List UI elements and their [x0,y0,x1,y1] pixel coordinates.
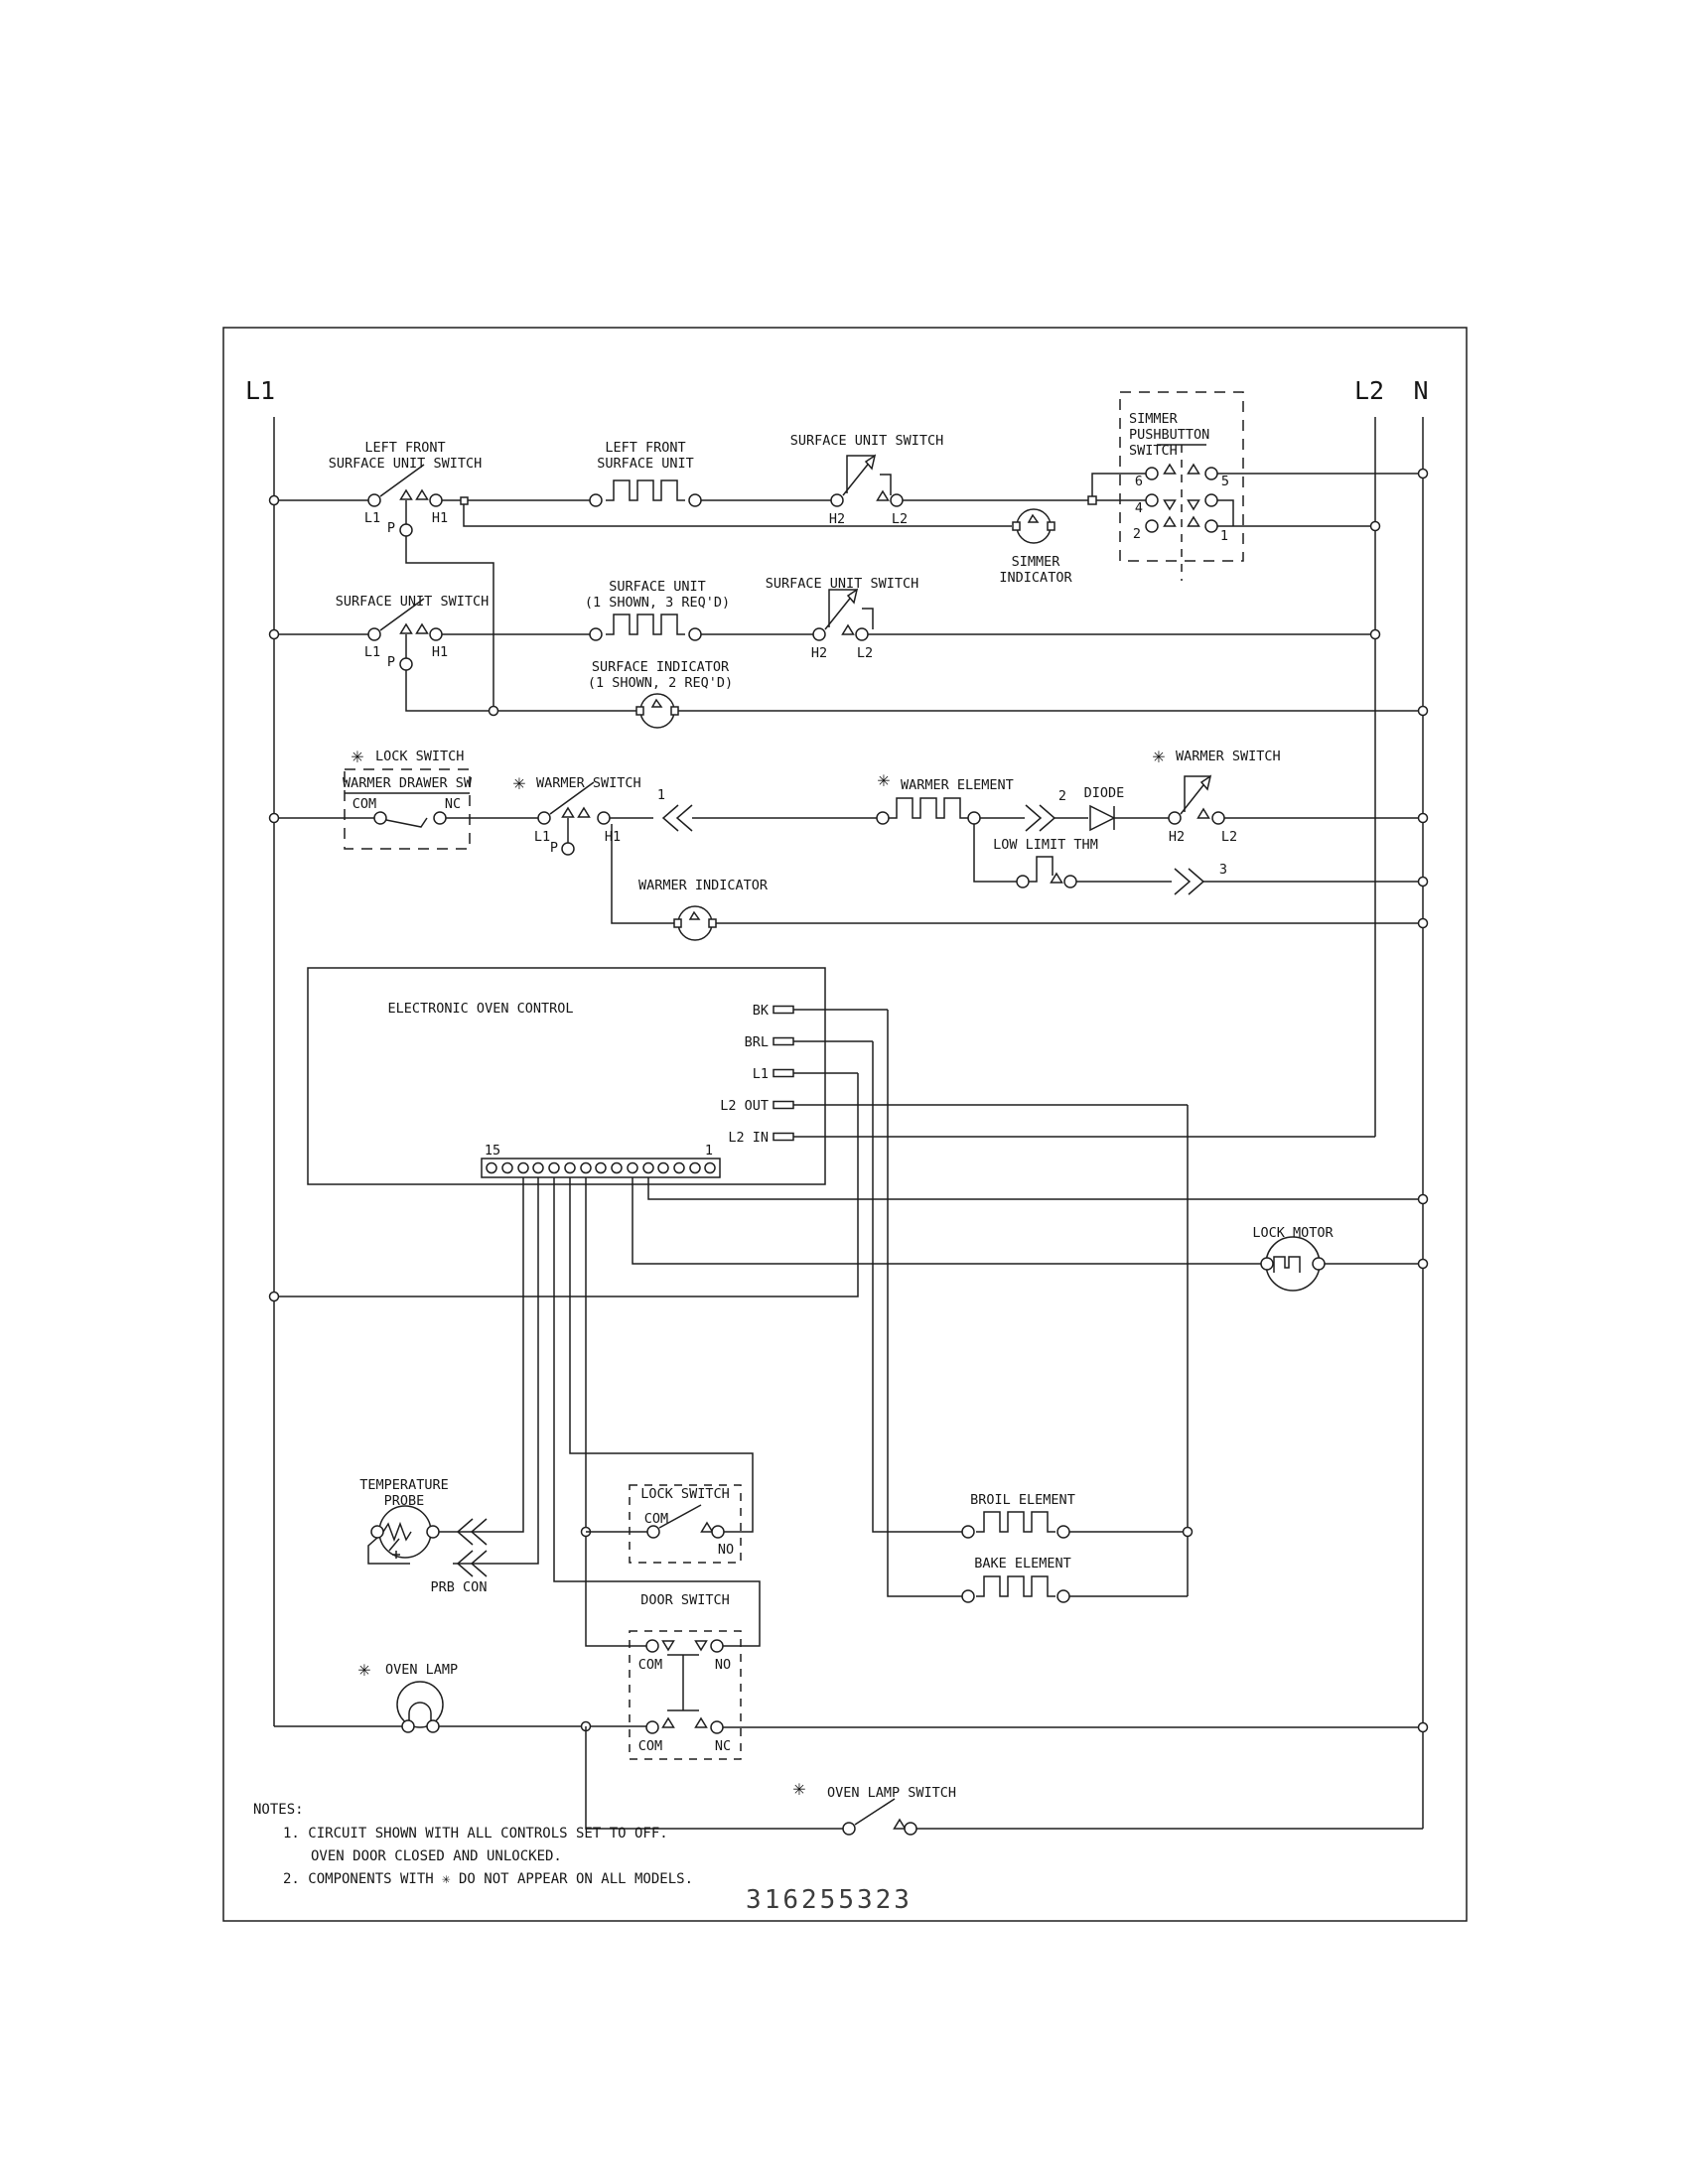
warmer-element-label: WARMER ELEMENT [901,777,1014,793]
warmer-drawer-sw-label: WARMER DRAWER SW [342,775,473,791]
simmer-indicator [999,509,1072,586]
pin-1-label: 1 [704,1143,714,1159]
pin-15-label: 15 [484,1143,501,1159]
row3-terminal-p: P [549,840,559,856]
warmer-switch-label: WARMER SWITCH [536,775,641,791]
door-switch [630,1592,741,1759]
row1-terminal-l2: L2 [891,511,909,527]
row3-terminal-nc: NC [444,796,462,812]
row1-switch-label-2: SURFACE UNIT SWITCH [328,456,483,472]
row3-terminal-l2: L2 [1220,829,1238,845]
temperature-probe-label-2: PROBE [383,1493,425,1509]
row2-switch-label: SURFACE UNIT SWITCH [335,594,490,610]
simmer-indicator-label-2: INDICATOR [999,570,1072,586]
eoc-title: ELECTRONIC OVEN CONTROL [387,1001,574,1017]
eoc-terminal-l2-in: L2 IN [728,1130,769,1146]
broil-bake-elements [962,1492,1193,1602]
notes-title: NOTES: [253,1802,304,1818]
temperature-probe-label-1: TEMPERATURE [359,1477,449,1493]
connector-2-label: 2 [1057,788,1067,804]
row2-terminal-h2: H2 [810,645,828,661]
simmer-contact-6: 6 [1134,474,1144,489]
eoc-terminal-l2-out: L2 OUT [720,1098,769,1114]
temperature-probe [359,1477,487,1595]
asterisk-icon: ✳ [1152,744,1166,767]
door-switch-label: DOOR SWITCH [640,1592,730,1608]
drawing-border [223,328,1467,1921]
notes-block [253,1802,913,1915]
row1-terminal-l1: L1 [363,510,381,526]
connector-1-label: 1 [656,787,666,803]
part-number: 316255323 [746,1885,913,1915]
note-2: 2. COMPONENTS WITH ✳ DO NOT APPEAR ON ALL MODELS. [283,1871,694,1887]
row2-right-switch-label: SURFACE UNIT SWITCH [765,576,919,592]
note-1b: OVEN DOOR CLOSED AND UNLOCKED. [311,1848,562,1864]
row1-terminal-h1: H1 [431,510,449,526]
l1-rail-label: L1 [244,376,276,405]
lock-motor-label: LOCK MOTOR [1252,1225,1334,1241]
oven-lamp-label: OVEN LAMP [385,1662,459,1678]
row1-terminal-h2: H2 [828,511,846,527]
broil-element-label: BROIL ELEMENT [970,1492,1075,1508]
row1-right-switch-label: SURFACE UNIT SWITCH [789,433,944,449]
connector-3-label: 3 [1218,862,1228,878]
row3-terminal-h1: H1 [604,829,622,845]
eoc-terminal-bk: BK [752,1003,769,1019]
simmer-contact-1: 1 [1219,528,1229,544]
asterisk-icon: ✳ [351,744,364,767]
asterisk-icon: ✳ [512,770,526,794]
low-limit-thm-label: LOW LIMIT THM [993,837,1098,853]
oven-lamp-switch-label: OVEN LAMP SWITCH [827,1785,957,1801]
lock-switch [630,1485,741,1563]
oven-lamp-circuit [274,1657,1428,1835]
bake-element-label: BAKE ELEMENT [974,1556,1071,1571]
eoc-terminal-brl: BRL [744,1034,769,1050]
warmer-drawer-circuit [270,744,1428,940]
row2-unit-label-2: (1 SHOWN, 3 REQ'D) [584,595,731,611]
row2-terminal-p: P [386,654,396,670]
lock-switch-com-label: COM [643,1511,669,1527]
lock-motor [1252,1225,1427,1291]
row1-switch-label-1: LEFT FRONT [364,440,446,456]
row2-terminal-h1: H1 [431,644,449,660]
warmer-indicator-label: WARMER INDICATOR [637,878,769,893]
door-switch-no-label: NO [714,1657,732,1673]
row2-terminal-l2: L2 [856,645,874,661]
asterisk-icon: ✳ [357,1657,371,1681]
row1-unit-label-2: SURFACE UNIT [597,456,694,472]
asterisk-icon: ✳ [877,767,891,791]
row3-terminal-com: COM [352,796,377,812]
row2-terminal-l1: L1 [363,644,381,660]
row1-terminal-p: P [386,520,396,536]
row3-terminal-h2: H2 [1168,829,1186,845]
row2-unit-label-1: SURFACE UNIT [609,579,706,595]
n-rail-label: N [1413,376,1429,405]
door-switch-com-lower-label: COM [637,1738,663,1754]
simmer-pb-label-2: PUSHBUTTON [1129,427,1210,443]
simmer-indicator-label-1: SIMMER [1011,554,1060,570]
simmer-contact-4: 4 [1134,500,1144,516]
simmer-pb-label-1: SIMMER [1129,411,1178,427]
l2-rail-label: L2 [1353,376,1385,405]
simmer-pb-label-3: SWITCH [1129,443,1178,459]
door-switch-nc-label: NC [714,1738,732,1754]
row2-indicator-label-1: SURFACE INDICATOR [591,659,730,675]
row2-indicator-label-2: (1 SHOWN, 2 REQ'D) [587,675,734,691]
simmer-contact-2: 2 [1132,526,1142,542]
surface-unit-circuit [270,576,1428,728]
eoc-terminal-l1: L1 [752,1066,769,1082]
simmer-pushbutton-switch [1120,392,1428,581]
asterisk-icon: ✳ [792,1776,806,1800]
row3-terminal-l1: L1 [533,829,551,845]
simmer-contact-5: 5 [1220,474,1230,489]
lock-switch-no-label: NO [717,1542,735,1558]
diode-label: DIODE [1083,785,1125,801]
row1-unit-label-1: LEFT FRONT [605,440,686,456]
door-switch-com-upper-label: COM [637,1657,663,1673]
prb-con-label: PRB CON [430,1579,488,1595]
row3-lock-switch-label: LOCK SWITCH [375,749,465,764]
lock-switch-label: LOCK SWITCH [640,1486,730,1502]
electronic-oven-control [308,968,1375,1184]
warmer-switch2-label: WARMER SWITCH [1176,749,1281,764]
note-1: 1. CIRCUIT SHOWN WITH ALL CONTROLS SET TO OFF. [283,1826,668,1842]
